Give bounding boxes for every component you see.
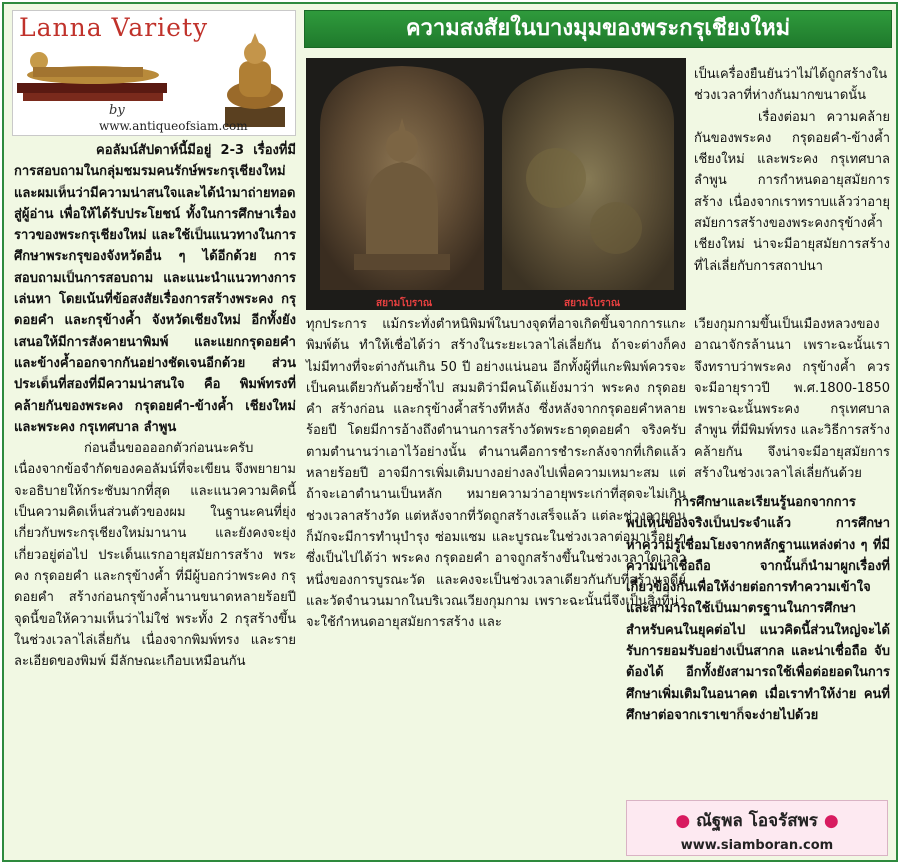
- column-3-middle: [694, 314, 890, 484]
- col2-body: ทุกประการ แม้กระทั่งตำหนิพิมพ์ในบางจุดที่อาจเกิดขึ้นจากการแกะพิมพ์ต้น ทำให้เชื่อได้ว่า สร้างในระยะเวลาไล่เลี่ยกัน ถ้าจะต่างก็คงไม่มีทางที่จะต่างกันเกิน 50 ปี อย่างแน่นอน อีกทั้งผู้ที่แกะพิมพ์ควรจะเป็นคนเดียวกันด้วยซ้ำไป สมมติว่ามีคนโต้แย้งมาว่า พระคง กรุดอยคำ สร้างก่อน และกรุข้างค้ำสร้างทีหลัง ซึ่งหลังจากกรุดอยคำหลายร้อยปี โดยมีการอ้างถึงตำนานการสร้างวัดพระธาตุดอยคำ จริงครับตามตำนานว่าเอาไว้อย่างนั้น ตำนานคือการชำระกลังจากที่เกิดแล้วหลายร้อยปี อาจมีการเพิ่มเติมบางอย่างลงไปเพื่อความเหมาะสม แต่ถ้าจะเอาตำนานเป็นหลัก หมายความว่าอายุพระเก่าที่สุดจะไม่เกินช่วงเวลาสร้างวัด แต่หลังจากที่วัดถูกสร้างเสร็จแล้ว แต่ละช่วงอายุคน ก็มักจะมีการทำนุบำรุง ซ่อมแซม และบูรณะในช่วงเวลาต่อมาเรื่อย ๆ ซึ่งเป็นไปได้ว่า พระคง กรุดอยคำ อาจถูกสร้างขึ้นในช่วงเวลาใดเวลาหนึ่งของการบูรณะวัด และคงจะเป็นช่วงเวลาเดียวกันกับที่สร้างเจดีย์ และวัดจำนวนมากในบริเวณเวียงกุมกาม เพราะฉะนั้นนี่จึงเป็นสิ่งที่น่าจะใช้กำหนดอายุสมัยการสร้าง และ: [306, 317, 686, 631]
- bullet-icon: ●: [823, 811, 839, 831]
- article-headline: ความสงสัยในบางมุมของพระกรุเชียงใหม่: [304, 10, 892, 48]
- col3-side: เรื่องต่อมา ความคล้ายกันของพระคง กรุดอยคำ-ข้างค้ำ เชียงใหม่ และพระคง กรุเทศบาล ลำพูน การกำหนดอายุสมัยการสร้าง เนื่องจากเราทราบแล้วว่าอายุสมัยการสร้างของพระคงกรุข้างค้ำ เชียงใหม่ น่าจะมีอายุสมัยการสร้างที่ไล่เลี่ยกับการสถาปนา: [694, 109, 890, 274]
- buddha-amulets-illustration: [13, 11, 296, 136]
- col1-body: ก่อนอื่นขออออกตัวก่อนนะครับ เนื่องจากข้อจำกัดของคอลัมน์ที่จะเขียน จึงพยายามจะอธิบายให้กระชับมากที่สุด และแนวความคิดนี้เป็นความคิดเห็นส่วนตัวของผม ในฐานะคนที่ยุ่งเกี่ยวกับพระกรุเชียงใหม่มานาน และยังคงจะยุ่งเกี่ยวอยู่ต่อไป ประเด็นแรกอายุสมัยการสร้าง พระคง กรุดอยคำ และกรุข้างค้ำ ที่มีผู้บอกว่าพระคง กรุดอยคำ สร้างก่อนกรุข้างค้ำนานขนาดหลายร้อยปี จุดนี้ขอให้ความเห็นว่าไม่ใช่ พระทั้ง 2 กรุสร้างขึ้นในช่วงเวลาไล่เลี่ยกัน เนื่องจากพิมพ์ทรง และรายละเอียดของพิมพ์ มีลักษณะเกือบเหมือนกัน: [14, 441, 296, 670]
- lanna-variety-banner: [12, 10, 296, 136]
- amulet-photo: [306, 58, 686, 310]
- banner-title: Lanna Variety: [19, 13, 209, 42]
- author-signature-box: [626, 800, 888, 856]
- newspaper-page: [2, 2, 898, 862]
- author-url[interactable]: www.siamboran.com: [680, 838, 834, 853]
- col3-top: เป็นเครื่องยืนยันว่าไม่ได้ถูกสร้างในช่วงเวลาที่ห่างกันมากขนาดนั้น: [694, 67, 888, 104]
- banner-by: by: [109, 103, 125, 118]
- col1-intro: คอลัมน์สัปดาห์นี้มีอยู่ 2-3 เรื่องที่มีการสอบถามในกลุ่มชมรมคนรักษ์พระกรุเชียงใหม่ และผมเห็นว่ามีความน่าสนใจและได้นำมาถ่ายทอดสู่ผู้อ่าน เพื่อให้ได้รับประโยชน์ ทั้งในการศึกษาเรื่องราวของพระกรุเชียงใหม่ และใช้เป็นแนวทางในการศึกษาพระกรุของจังหวัดอื่น ๆ ได้อีกด้วย การสอบถามเป็นการสอบถาม และแนะนำแนวทางการเล่นหา โดยเน้นที่ข้อสงสัยเรื่องการสร้างพระคง กรุดอยคำ และกรุข้างค้ำ จังหวัดเชียงใหม่ อีกทั้งยังเสนอให้มีการสังคายนาพิมพ์ และแยกกรุดอยคำ และข้างค้ำออกจากกันอย่างชัดเจนอีกด้วย ส่วนประเด็นที่สองที่มีความน่าสนใจ คือ พิมพ์ทรงที่คล้ายกันของพระคง กรุดอยคำ-ข้างค้ำ เชียงใหม่ และพระคง กรุเทศบาล ลำพูน: [14, 143, 296, 435]
- photo-caption-right: สยามโบราณ: [564, 298, 621, 309]
- col3-bold-paragraph: การศึกษาและเรียนรู้นอกจากการพบเห็นของจริงเป็นประจำแล้ว การศึกษาหาความรู้เชื่อมโยงจากหลักฐานแหล่งต่าง ๆ ที่มีความน่าเชื่อถือ จากนั้นก็นำมาผูกเรื่องที่เกี่ยวข้องกันเพื่อให้ง่ายต่อการทำความเข้าใจ และสามารถใช้เป็นมาตรฐานในการศึกษาสำหรับคนในยุคต่อไป แนวคิดนี้ส่วนใหญ่จะได้รับการยอมรับอย่างเป็นสากล และน่าเชื่อถือ จับต้องได้ อีกทั้งยังสามารถใช้เพื่อต่อยอดในการศึกษาเพิ่มเติมในอนาคต เมื่อเราทำให้ง่าย คนที่ศึกษาต่อจากเราเขาก็จะง่ายไปด้วย: [626, 495, 890, 723]
- column-3-bold: [626, 492, 890, 726]
- amulet-front-back-image: [306, 58, 686, 310]
- col3-middle: เวียงกุมกามขึ้นเป็นเมืองหลวงของอาณาจักรล้านนา เพราะฉะนั้นเราจึงทราบว่าพระคง กรุข้างค้ำ ควรจะมีอายุราวปี พ.ศ.1800-1850 เพราะฉะนั้นพระคง กรุเทศบาล ลำพูน ที่มีพิมพ์ทรง และวิธีการสร้างคล้ายกัน จึงน่าจะมีอายุสมัยการสร้างในช่วงเวลาไล่เลี่ยกันด้วย: [694, 317, 890, 482]
- author-name: [627, 807, 887, 834]
- photo-caption-left: สยามโบราณ: [376, 298, 433, 309]
- bullet-icon: ●: [675, 811, 691, 831]
- banner-url: www.antiqueofsiam.com: [99, 119, 248, 133]
- column-1: [14, 140, 296, 672]
- author-name-text: ณัฐพล โอจรัสพร: [696, 811, 818, 831]
- column-3-top: [694, 64, 890, 277]
